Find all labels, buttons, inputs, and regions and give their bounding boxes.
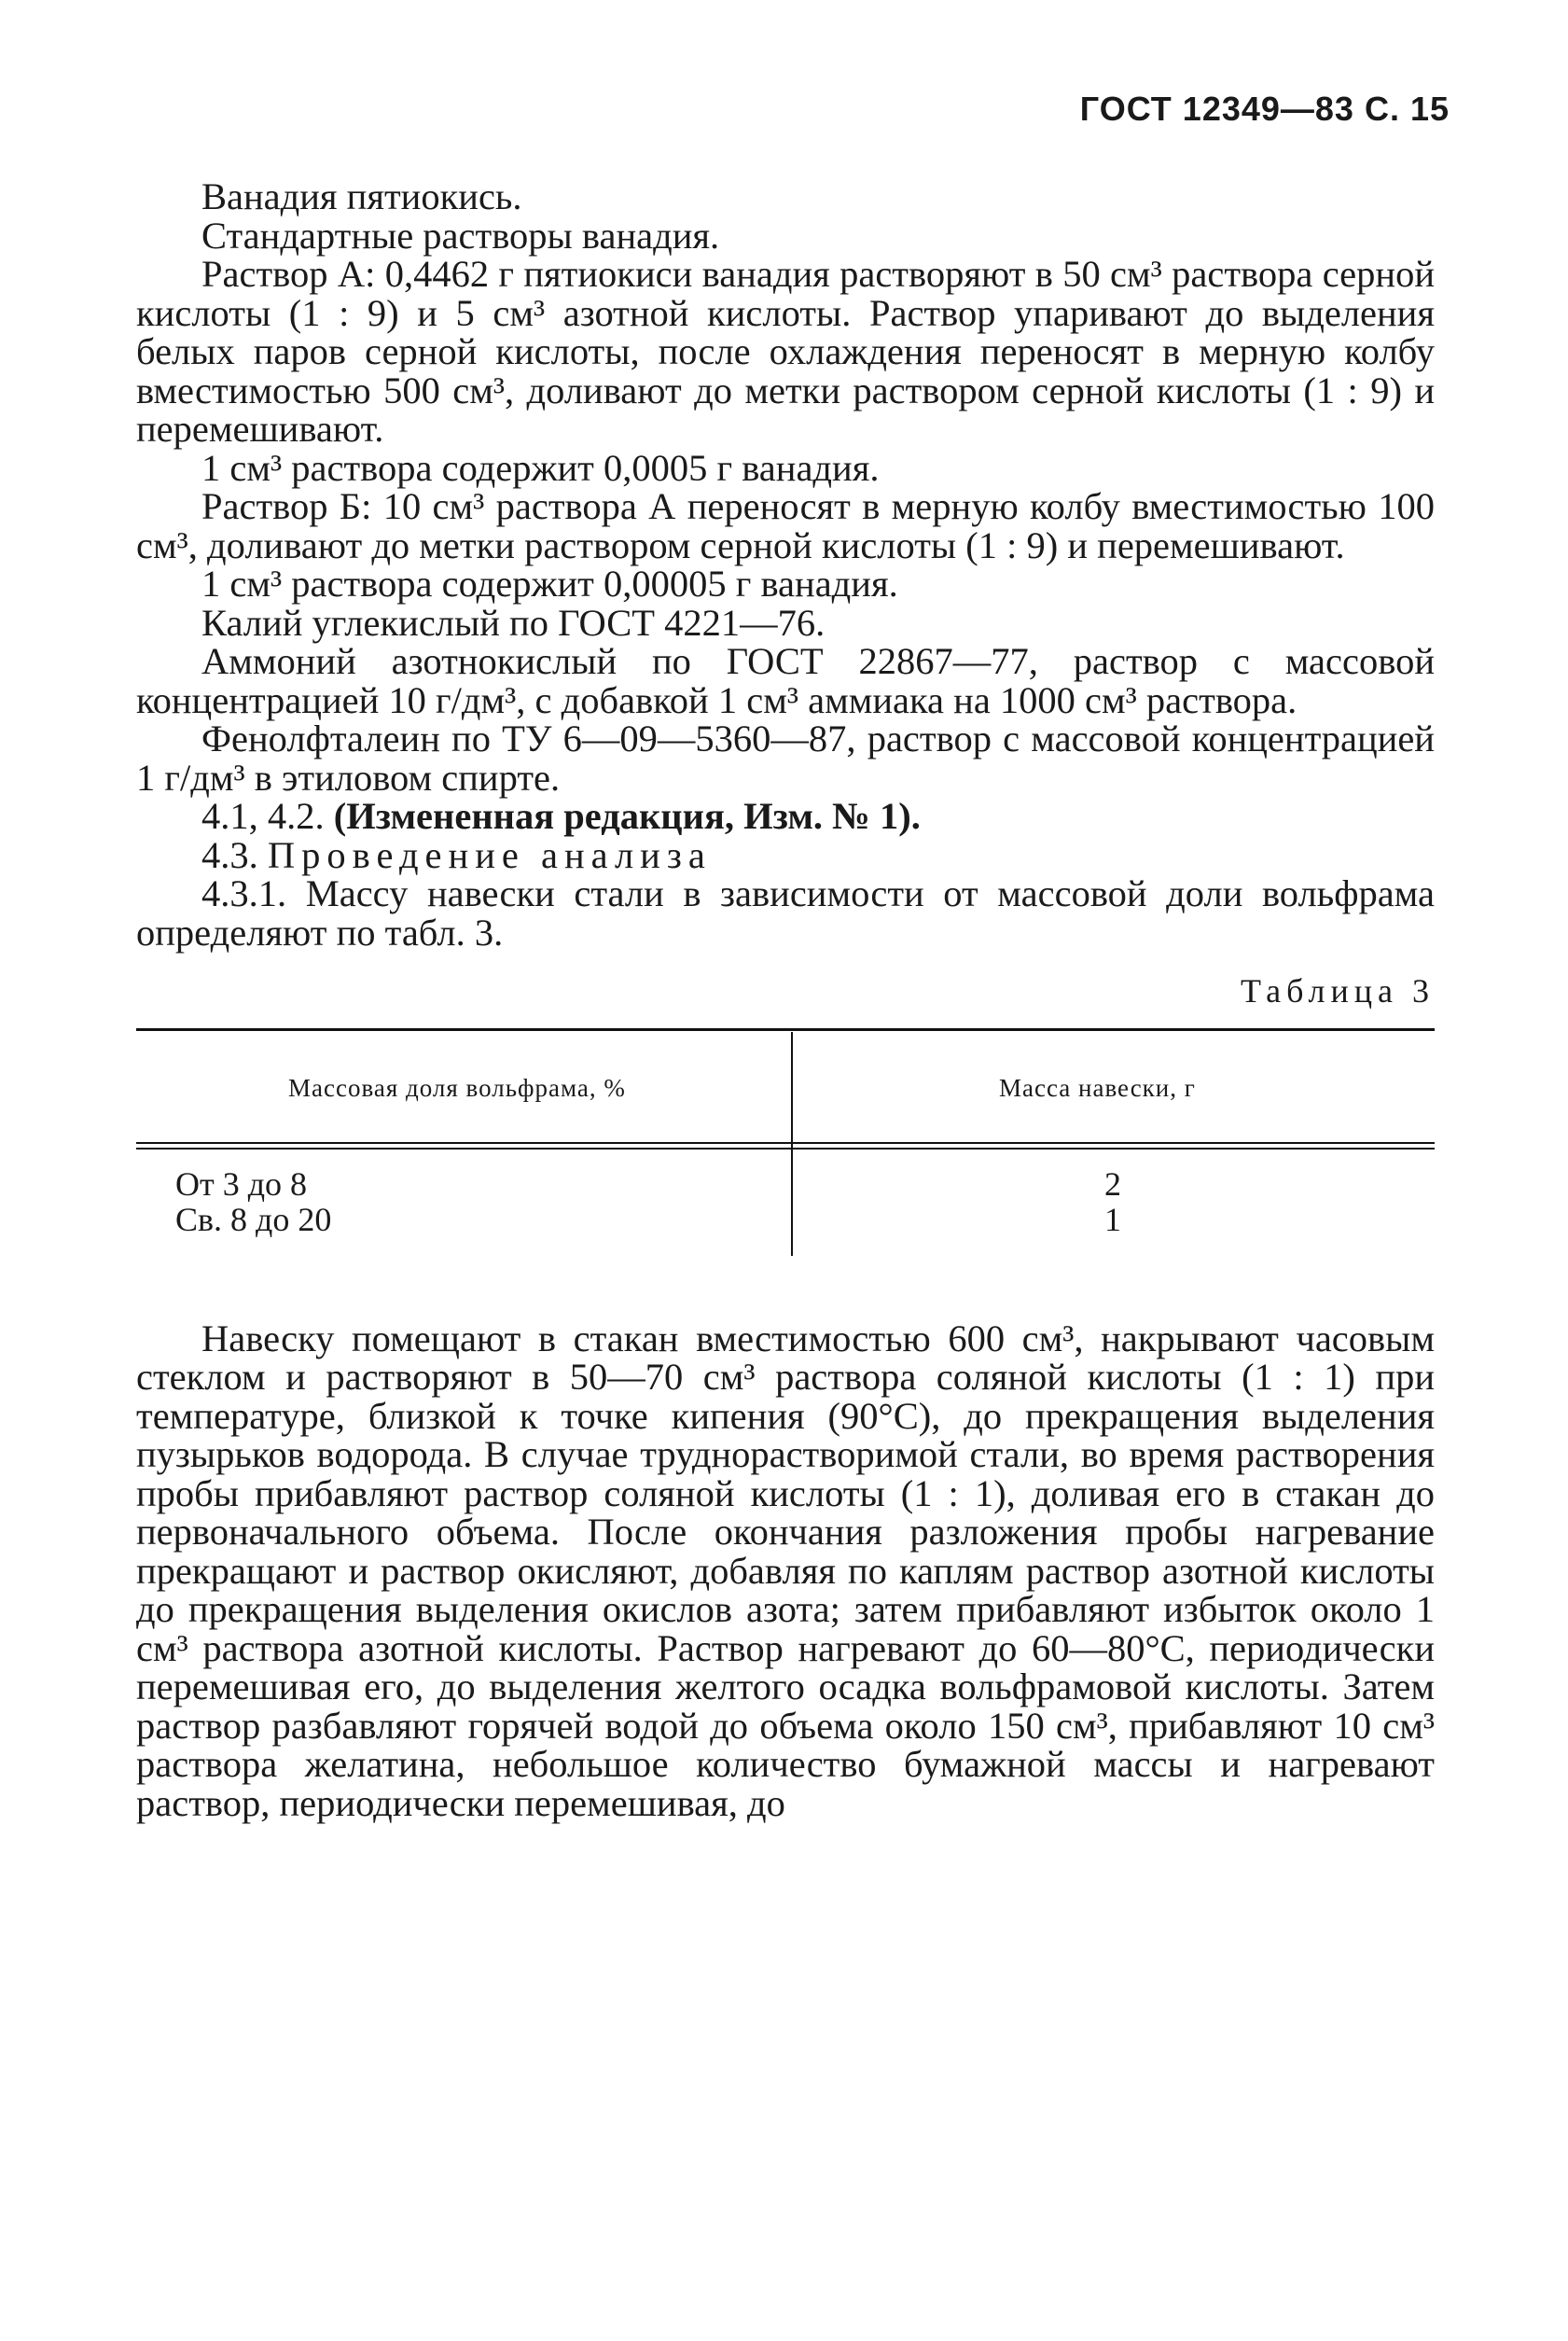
table-cell: От 3 до 8 — [175, 1164, 308, 1203]
amendment-note — [136, 797, 1435, 836]
table-column-divider — [791, 1032, 793, 1256]
table-rule-top — [136, 1028, 1435, 1031]
table-header-sample-mass: Масса навески, г — [999, 1073, 1196, 1102]
body-text — [136, 177, 1435, 1822]
table-cell: 1 — [1104, 1200, 1121, 1238]
paragraph-vanadium-pentoxide: Ванадия пятиокись. — [201, 175, 522, 217]
paragraph-standard-solutions: Стандартные растворы ванадия. — [201, 214, 720, 257]
running-header: ГОСТ 12349—83 С. 15 — [1079, 90, 1450, 128]
amendment-bold: (Измененная редакция, Изм. № 1). — [333, 795, 921, 837]
table-caption: Таблица 3 — [1241, 972, 1435, 1010]
paragraph-ammonium-nitrate: Аммоний азотнокислый по ГОСТ 22867—77, раствор с массовой концентрацией 10 г/дм³, с добавкой 1 см³ аммиака на 1000 см³ раствора. — [136, 640, 1435, 721]
section-heading — [136, 833, 1435, 876]
table-header-tungsten-fraction: Массовая доля вольфрама, % — [288, 1073, 626, 1102]
paragraph-solution-a-content: 1 см³ раствора содержит 0,0005 г ванадия. — [201, 446, 880, 489]
paragraph-phenolphthalein: Фенолфталеин по ТУ 6—09—5360—87, раствор с массовой концентрацией 1 г/дм³ в этиловом спирте. — [136, 718, 1435, 799]
table-cell: 2 — [1104, 1164, 1121, 1203]
paragraph-solution-b-content: 1 см³ раствора содержит 0,00005 г ванадия. — [201, 563, 898, 605]
paragraph-procedure: Навеску помещают в стакан вместимостью 600 см³, накрывают часовым стеклом и растворяют в 50—70 см³ раствора соляной кислоты (1 : 1) при температуре, близкой к точке кипения (90°С), до прекращения выделения пузырьков водорода. В случае труднорастворимой стали, во время растворения пробы прибавляют раствор соляной кислоты (1 : 1), доливая его в стакан до первоначального объема. После окончания разложения пробы нагревание прекращают и раствор окисляют, добавляя по каплям раствор азотной кислоты до прекращения выделения окислов азота; затем прибавляют избыток около 1 см³ раствора азотной кислоты. Раствор нагревают до 60—80°С, периодически перемешивая его, до выделения желтого осадка вольфрамовой кислоты. Затем раствор разбавляют горячей водой до объема около 150 см³, прибавляют 10 см³ раствора желатина, небольшое количество бумажной массы и нагревают раствор, периодически перемешивая, до — [136, 1317, 1435, 1824]
section-title: Проведение анализа — [267, 833, 712, 876]
paragraph-solution-a: Раствор А: 0,4462 г пятиокиси ванадия растворяют в 50 см³ раствора серной кислоты (1 : 9) и 5 см³ азотной кислоты. Раствор упаривают до выделения белых паров серной кислоты, после охлаждения переносят в мерную колбу вместимостью 500 см³, доливают до метки раствором серной кислоты (1 : 9) и перемешивают. — [136, 253, 1435, 450]
table-cell: Св. 8 до 20 — [175, 1200, 332, 1238]
table-3 — [136, 1028, 1435, 1319]
section-number: 4.3. — [201, 833, 268, 876]
table-rule-header-double — [136, 1148, 1435, 1150]
paragraph-solution-b: Раствор Б: 10 см³ раствора А переносят в мерную колбу вместимостью 100 см³, доливают до метки раствором серной кислоты (1 : 9) и перемешивают. — [136, 485, 1435, 566]
paragraph-potassium-carbonate: Калий углекислый по ГОСТ 4221—76. — [201, 601, 826, 644]
amendment-prefix: 4.1, 4.2. — [201, 795, 334, 837]
paragraph-431: 4.3.1. Массу навески стали в зависимости от массовой доли вольфрама определяют по табл. 3. — [136, 872, 1435, 954]
table-rule-header — [136, 1142, 1435, 1144]
